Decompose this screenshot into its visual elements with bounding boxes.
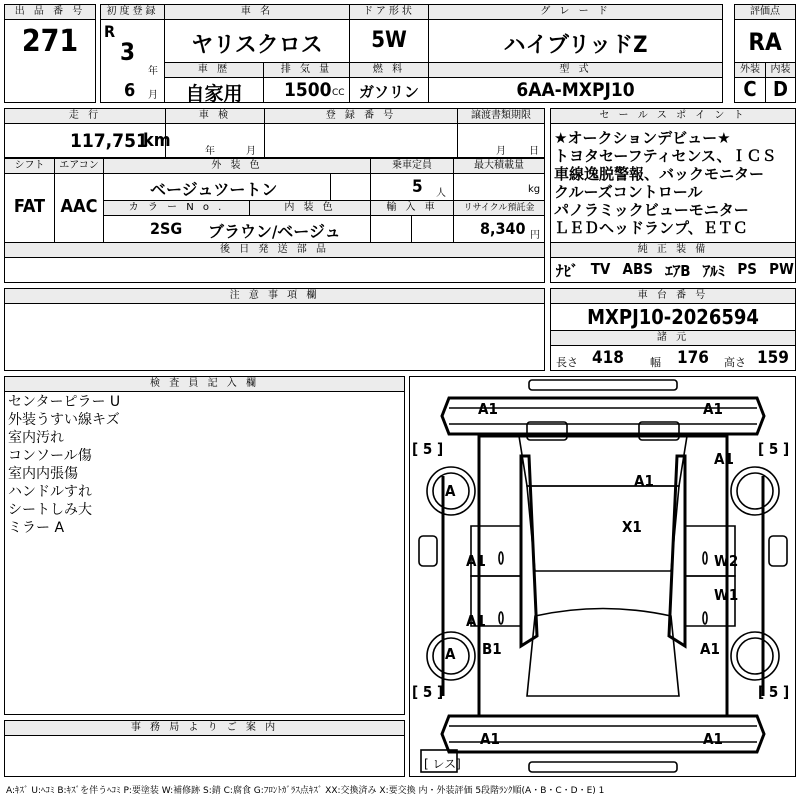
disp-header: 排 気 量	[263, 62, 350, 78]
car-name-header: 車 名	[164, 4, 350, 20]
int-header: 内装	[765, 62, 796, 78]
color-number: 2SG	[150, 219, 183, 238]
load-unit: kg	[528, 184, 541, 195]
ac-header: エアコン	[54, 158, 104, 174]
damage-mark: A1	[703, 400, 723, 418]
shift-header: シフト	[4, 158, 55, 174]
score: RA	[748, 28, 782, 56]
recycle-fee: 8,340	[480, 219, 526, 238]
tread-depth: [ 5 ]	[412, 440, 444, 458]
sales-line: トヨタセーフティセンス、ＩＣＳ	[554, 147, 777, 165]
tread-value: 5	[768, 440, 779, 458]
height-label: 高さ	[724, 356, 746, 369]
history-header: 車 歴	[164, 62, 264, 78]
door-type: 5W	[371, 28, 407, 53]
length: 418	[592, 348, 624, 368]
load-header: 最大積載量	[453, 158, 545, 174]
door-header: ドア形状	[349, 4, 429, 20]
later-parts-header: 後 日 発 送 部 品	[4, 242, 545, 258]
history: 自家用	[185, 83, 243, 105]
equipment-item: ｱﾙﾐ	[702, 262, 726, 280]
lot-number: 271	[21, 24, 79, 59]
tread-depth: [ 5 ]	[758, 683, 790, 701]
recycle-unit: 円	[530, 230, 540, 241]
spare-value: レス	[432, 757, 457, 771]
inspector-line: シートしみ大	[8, 502, 92, 518]
colorno-header: カ ラ ー N o .	[103, 200, 250, 216]
inspector-line: コンソール傷	[8, 448, 92, 464]
damage-mark: A1	[478, 400, 498, 418]
sales-line: ★オークションデビュー★	[554, 129, 731, 147]
recycle-header: リサイクル預託金	[453, 200, 545, 216]
notes-box	[4, 303, 545, 371]
interior-color: ブラウン/ベージュ	[208, 222, 341, 241]
damage-mark: A1	[700, 640, 720, 658]
damage-mark: A1	[714, 450, 734, 468]
color-header: 外 装 色	[103, 158, 371, 174]
capacity: 5	[412, 177, 423, 197]
body-color: ベージュツートン	[150, 180, 278, 199]
transfer-header: 譲渡書類期限	[457, 108, 545, 124]
equipment-header: 純 正 装 備	[550, 242, 796, 258]
notes-header: 注 意 事 項 欄	[4, 288, 545, 304]
sales-line: クルーズコントロール	[554, 183, 703, 201]
chassis-header: 車 台 番 号	[550, 288, 796, 304]
office-header: 事 務 局 よ り ご 案 内	[4, 720, 405, 736]
damage-mark: A1	[480, 730, 500, 748]
legend: A:ｷｽﾞ U:ﾍｺﾐ B:ｷｽﾞを伴うﾍｺﾐ P:要塗装 W:補修跡 S:錆 C:腐食 G:ﾌﾛﾝﾄｶﾞﾗｽ点ｷｽﾞ XX:交換済み X:要交換 内・外装評価 5段階ﾗﾝｸ順(A・B・C・D・E) 1	[6, 786, 605, 796]
tread-depth: [ 5 ]	[412, 683, 444, 701]
mileage-header: 走 行	[4, 108, 166, 124]
transfer-day-unit: 日	[529, 146, 539, 157]
ext-grade: C	[743, 77, 757, 101]
sales-header: セ ー ル ス ポ イ ン ト	[550, 108, 796, 124]
width-label: 幅	[650, 356, 661, 369]
regno-header: 登 録 番 号	[264, 108, 458, 124]
equipment-item: ﾅﾋﾞ	[556, 262, 579, 280]
inspector-line: センターピラー U	[8, 394, 121, 410]
later-parts-box	[4, 257, 545, 283]
ext-header: 外装	[734, 62, 766, 78]
reg-header: 初度登録	[100, 4, 165, 20]
interior-header: 内 装 色	[249, 200, 371, 216]
sales-line: パノラミックビューモニター	[554, 201, 749, 219]
inspect-header: 車 検	[165, 108, 265, 124]
model-header: 型 式	[428, 62, 723, 78]
tread-value: 5	[422, 440, 433, 458]
int-grade: D	[773, 77, 788, 101]
tread-value: 5	[768, 683, 779, 701]
length-label: 長さ	[556, 356, 578, 369]
inspector-line: ミラー A	[8, 520, 65, 536]
damage-mark: B1	[482, 640, 502, 658]
displacement: 1500	[284, 79, 332, 101]
reg-year-unit: 年	[148, 66, 158, 77]
tire-mark: A	[445, 482, 456, 500]
tread-value: 5	[422, 683, 433, 701]
import-header: 輸 入 車	[370, 200, 454, 216]
tread-depth: [ 5 ]	[758, 440, 790, 458]
fuel: ガソリン	[358, 83, 419, 101]
sales-line: ＬＥＤヘッドランプ、ＥＴＣ	[554, 219, 748, 237]
equipment-item: ｴｱB	[665, 262, 691, 280]
equipment-item: PW	[769, 260, 794, 278]
grade-header: グ レ ー ド	[428, 4, 723, 20]
shift: FAT	[13, 196, 46, 217]
sales-points	[554, 129, 794, 237]
inspector-notes	[8, 393, 120, 537]
equipment-item: PS	[737, 260, 757, 278]
import-box	[370, 215, 412, 243]
model: 6AA-MXPJ10	[516, 79, 635, 101]
equipment-list	[556, 260, 794, 281]
damage-mark: X1	[622, 518, 642, 536]
fuel-header: 燃 料	[349, 62, 429, 78]
damage-mark: A1	[466, 612, 486, 630]
width: 176	[677, 348, 709, 368]
height: 159	[757, 348, 789, 368]
dims-header: 諸 元	[550, 330, 796, 346]
inspect-month-unit: 月	[246, 146, 256, 157]
inspector-line: 室内内張傷	[8, 466, 78, 482]
spare-tire: [ レス]	[424, 757, 461, 771]
inspector-line: 室内汚れ	[8, 430, 64, 446]
reg-month-unit: 月	[148, 90, 158, 101]
inspector-line: 外装うすい線キズ	[8, 412, 120, 428]
capacity-header: 乗車定員	[370, 158, 454, 174]
ac: AAC	[60, 196, 98, 217]
sales-line: 車線逸脱警報、バックモニター	[554, 165, 765, 183]
grade: ハイブリッドZ	[503, 33, 648, 58]
inspect-year-unit: 年	[205, 146, 215, 157]
office-box	[4, 735, 405, 777]
regno-box	[264, 123, 458, 158]
reg-era: R	[104, 22, 116, 41]
mileage-unit: km	[143, 130, 171, 151]
inspector-line: ハンドルすれ	[8, 484, 92, 500]
damage-mark: A1	[634, 472, 654, 490]
damage-mark: A1	[703, 730, 723, 748]
transfer-month-unit: 月	[496, 146, 506, 157]
lot-header: 出 品 番 号	[4, 4, 96, 20]
damage-mark: W1	[714, 586, 739, 604]
reg-year: 3	[120, 38, 136, 66]
inspector-header: 検 査 員 記 入 欄	[4, 376, 405, 392]
capacity-unit: 人	[436, 188, 446, 199]
equipment-item: TV	[590, 260, 611, 278]
chassis-number: MXPJ10-2026594	[587, 305, 759, 329]
reg-month: 6	[124, 80, 136, 101]
tire-mark: A	[445, 645, 456, 663]
car-diagram	[409, 376, 796, 777]
mileage: 117,751	[70, 130, 148, 152]
import-box-2	[411, 215, 454, 243]
disp-unit: CC	[332, 88, 345, 98]
color-box-spacer	[330, 173, 371, 201]
damage-mark: A1	[466, 552, 486, 570]
car-name: ヤリスクロス	[191, 33, 323, 58]
score-header: 評価点	[734, 4, 796, 20]
damage-mark: W2	[714, 552, 739, 570]
equipment-item: ABS	[622, 260, 653, 278]
